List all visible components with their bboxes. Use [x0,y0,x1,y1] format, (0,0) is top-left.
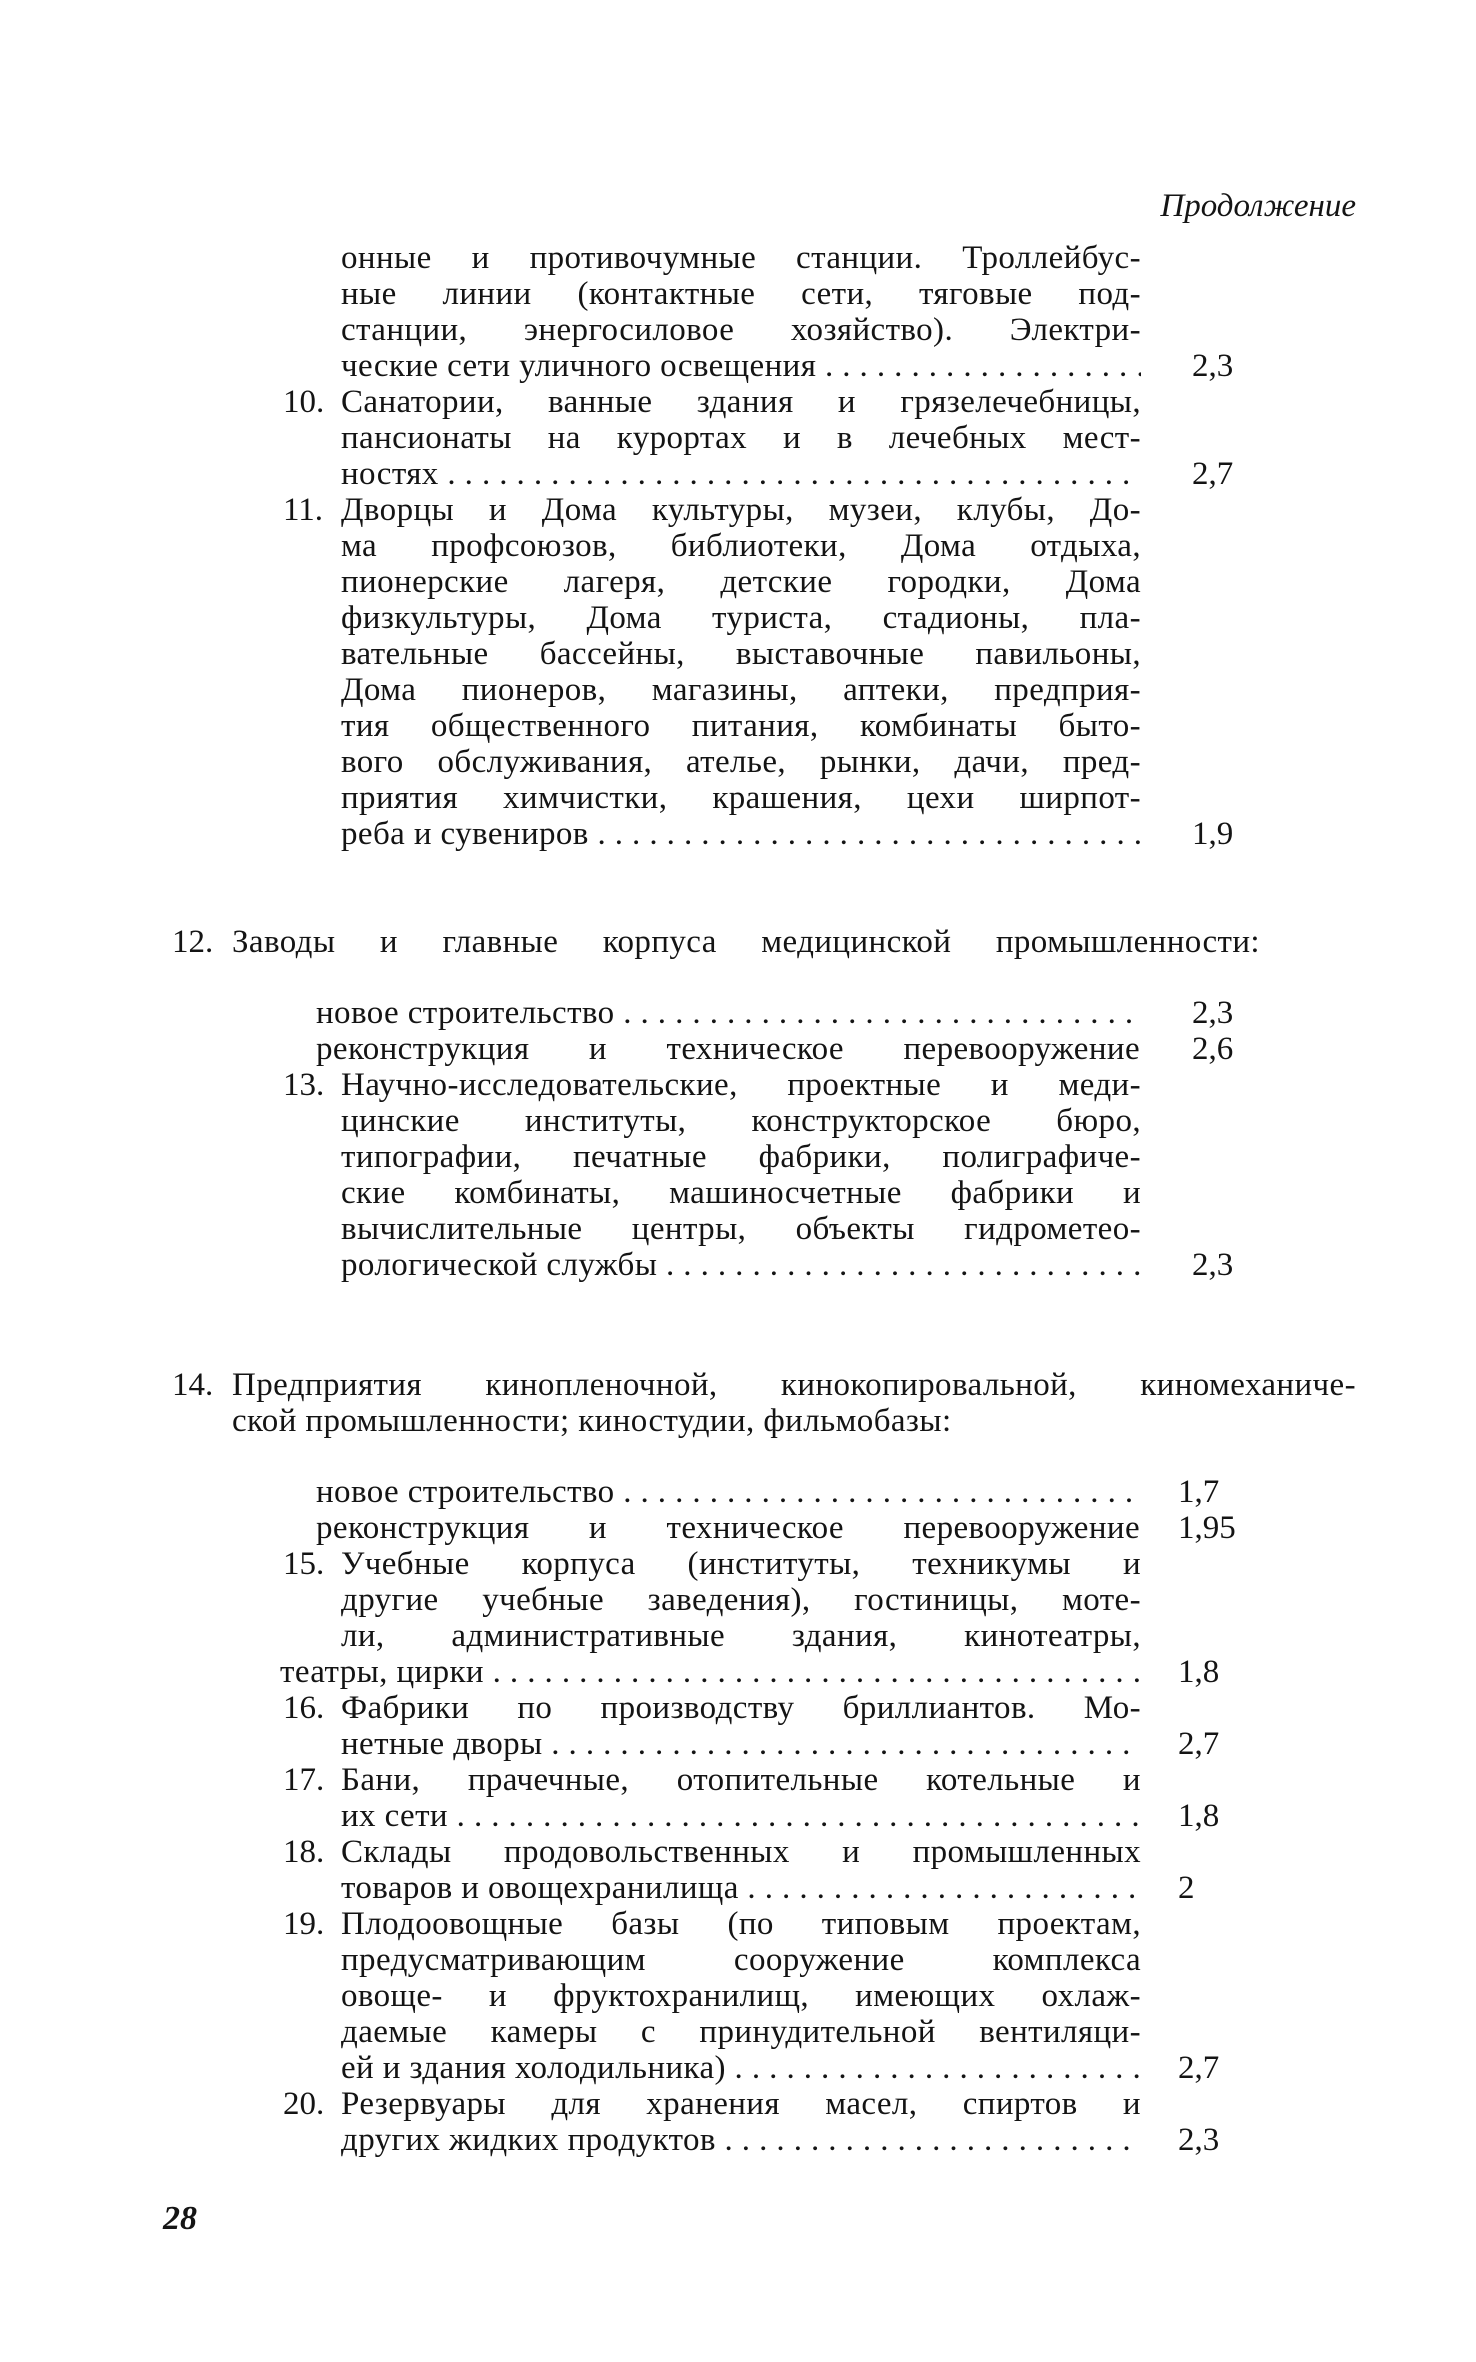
text-line: Дворцы и Дома культуры, музеи, клубы, До- [341,492,1141,528]
coefficient-value: 1,9 [1192,816,1234,852]
text-line: даемые камеры с принудительной вентиляци- [341,2014,1141,2050]
text-line: других жидких продуктов . . . [341,2123,1141,2157]
coefficient-value: 2,3 [1192,348,1234,384]
item-number: 11. [283,492,324,528]
coefficient-value: 2 [1178,1870,1195,1906]
section-heading: Заводы и главные корпуса медицинской промышленности: [232,924,1260,960]
item-number: 12. [172,924,214,960]
section-heading: Предприятия кинопленочной, кинокопировальной, киномеханиче- [232,1367,1356,1403]
text-line: ские комбинаты, машиносчетные фабрики и [341,1175,1141,1211]
text-line: станции, энергосиловое хозяйство). Электри- [341,312,1141,348]
text-line: пионерские лагеря, детские городки, Дома [341,564,1141,600]
text-line: Склады продовольственных и промышленных [341,1834,1141,1870]
text-line: ностях . . . [341,457,1141,491]
coefficient-value: 2,3 [1178,2122,1220,2158]
text-line: Фабрики по производству бриллиантов. Мо- [341,1690,1141,1726]
text-line: новое строительство . . . [316,996,1140,1030]
text-line: реконструкция и техническое перевооружение [316,1031,1140,1067]
text-line: предусматривающим сооружение комплекса [341,1942,1141,1978]
text-line: цинские институты, конструкторское бюро, [341,1103,1141,1139]
item-number: 16. [283,1690,325,1726]
text-line: товаров и овощехранилища . . . [341,1871,1141,1905]
coefficient-value: 2,3 [1192,1247,1234,1283]
text-line: ской промышленности; киностудии, фильмобазы: [232,1403,952,1439]
text-line: ма профсоюзов, библиотеки, Дома отдыха, [341,528,1141,564]
text-line: типографии, печатные фабрики, полиграфиче- [341,1139,1141,1175]
text-line: тия общественного питания, комбинаты быто- [341,708,1141,744]
text-line: ческие сети уличного освещения . . . [341,349,1141,383]
text-line: Санатории, ванные здания и грязелечебницы, [341,384,1141,420]
text-line: их сети . . . [341,1799,1141,1833]
text-line: Плодоовощные базы (по типовым проектам, [341,1906,1141,1942]
page-number: 28 [163,2200,197,2237]
text-line: вычислительные центры, объекты гидрометео- [341,1211,1141,1247]
text-line: Бани, прачечные, отопительные котельные и [341,1762,1141,1798]
text-line: реконструкция и техническое перевооружение [316,1510,1140,1546]
text-line: Учебные корпуса (институты, техникумы и [341,1546,1141,1582]
item-number: 15. [283,1546,325,1582]
coefficient-value: 2,6 [1192,1031,1234,1067]
coefficient-value: 1,8 [1178,1798,1220,1834]
text-line: новое строительство . . . [316,1475,1140,1509]
coefficient-value: 2,7 [1178,2050,1220,2086]
coefficient-value: 2,7 [1178,1726,1220,1762]
text-line: театры, цирки . . . [280,1655,1141,1689]
item-number: 14. [172,1367,214,1403]
item-number: 20. [283,2086,325,2122]
text-line: нетные дворы . . . [341,1727,1141,1761]
coefficient-value: 2,7 [1192,456,1234,492]
text-line: другие учебные заведения), гостиницы, моте- [341,1582,1141,1618]
item-number: 13. [283,1067,325,1103]
continuation-label: Продолжение [1160,188,1356,224]
text-line: ли, административные здания, кинотеатры, [341,1618,1141,1654]
text-line: овоще- и фруктохранилищ, имеющих охлаж- [341,1978,1141,2014]
text-line: онные и противочумные станции. Троллейбус- [341,240,1141,276]
text-line: приятия химчистки, крашения, цехи ширпот- [341,780,1141,816]
item-number: 10. [283,384,325,420]
text-line: рологической службы . . . [341,1248,1141,1282]
coefficient-value: 2,3 [1192,995,1234,1031]
text-line: физкультуры, Дома туриста, стадионы, пла- [341,600,1141,636]
text-line: Научно-исследовательские, проектные и меди- [341,1067,1141,1103]
coefficient-value: 1,8 [1178,1654,1220,1690]
text-line: ей и здания холодильника) . . . [341,2051,1141,2085]
item-number: 17. [283,1762,325,1798]
coefficient-value: 1,95 [1178,1510,1236,1546]
text-line: реба и сувениров . . . [341,817,1141,851]
item-number: 19. [283,1906,325,1942]
coefficient-value: 1,7 [1178,1474,1220,1510]
text-line: ные линии (контактные сети, тяговые под- [341,276,1141,312]
text-line: пансионаты на курортах и в лечебных мест- [341,420,1141,456]
text-line: вательные бассейны, выставочные павильоны, [341,636,1141,672]
text-line: Резервуары для хранения масел, спиртов и [341,2086,1141,2122]
text-line: вого обслуживания, ателье, рынки, дачи, пред- [341,744,1141,780]
item-number: 18. [283,1834,325,1870]
text-line: Дома пионеров, магазины, аптеки, предприя- [341,672,1141,708]
